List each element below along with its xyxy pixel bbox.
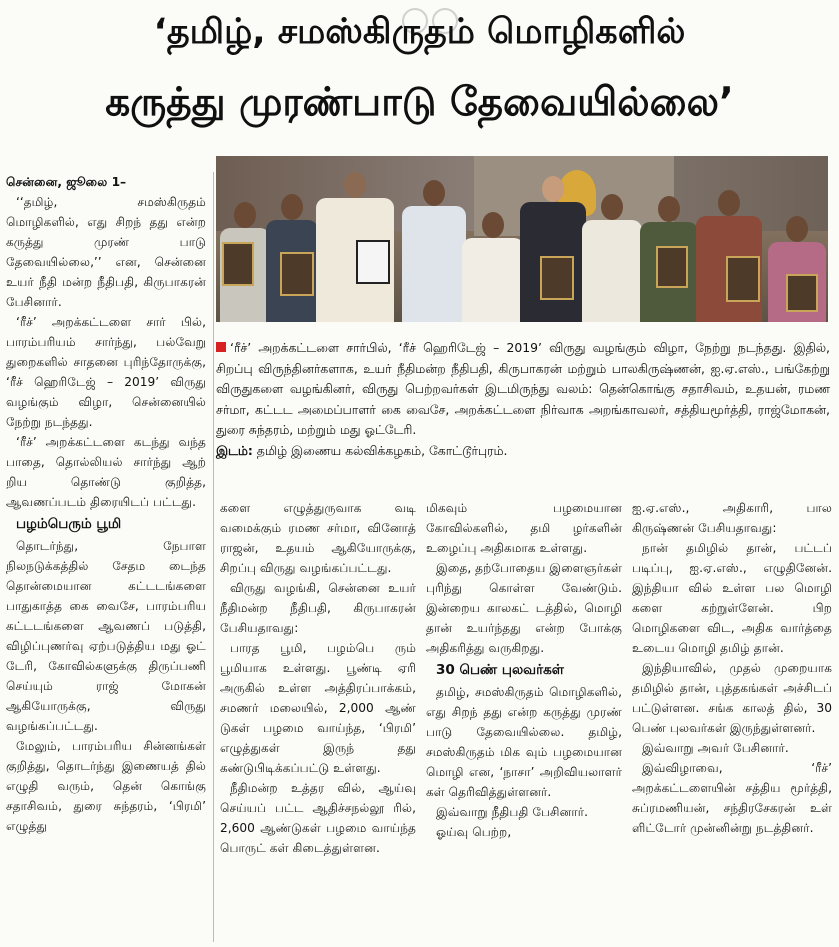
paragraph: இதை, தற்போதைய இளைஞர்கள் புரிந்து கொள்ள வேண்டும். இன்றைய காலகட் டத்தில், மொழி தான் உயர்ந்தது என்ற போக்கு அதிகரித்து வருகிறது. <box>426 561 622 655</box>
paragraph: இவ்விழாவை, ‘ரீச்’ அறக்கட்டளையின் சத்திய மூர்த்தி, சுப்ரமணியன், சந்திரசேகரன் உள் ளிட்டோர் முன்னின்று நடத்தினர். <box>632 761 832 835</box>
paragraph: பாரத பூமி, பழம்பெ ரும் பூமியாக உள்ளது. பூண்டி ஏரி அருகில் உள்ள அத்திரப்பாக்கம், சமணர் மலையில், 2,000 ஆண் டுகள் பழமை வாய்ந்த, ‘பிரமி’ எழுத்துகள் இருந் தது கண்டுபிடிக்கப்பட்டு உள்ளது. <box>220 641 416 775</box>
paragraph: விருது வழங்கி, சென்னை உயர் நீதிமன்ற நீதிபதி, கிருபாகரன் பேசியதாவது: <box>220 581 416 635</box>
event-photo <box>216 156 828 322</box>
subheading: பழம்பெரும் பூமி <box>16 516 122 532</box>
award-plaque <box>656 246 688 288</box>
photo-person <box>582 194 642 322</box>
paragraph: தமிழ், சமஸ்கிருதம் மொழிகளில், எது சிறந் தது என்ற கருத்து முரண் பாடு தேவையில்லை. தமிழ், சமஸ்கிருதம் மிக வும் பழமையான மொழி என, ‘நாசா’ அறிவியலாளர் கள் தெரிவித்துள்ளனர். <box>426 685 622 799</box>
column-divider <box>213 172 214 942</box>
paragraph: மேலும், பாரம்பரிய சின்னங்கள் குறித்து, தொடர்ந்து இணையத் தில் எழுதி வரும், தென் கொங்கு சதாசிவம், துரை சுந்தரம், ‘பிரமி’ எழுத்து <box>6 739 206 833</box>
paragraph: இவ்வாறு நீதிபதி பேசினார். <box>436 805 589 819</box>
award-plaque <box>540 256 574 300</box>
photo-caption <box>216 338 830 461</box>
paragraph: ஓய்வு பெற்ற, <box>436 825 512 839</box>
award-plaque <box>786 274 818 312</box>
paragraph: மிகவும் பழமையான கோவில்களில், தமி ழர்களின் உழைப்பு அதிகமாக உள்ளது. <box>426 501 622 555</box>
article-column-4 <box>632 498 832 838</box>
caption-text: ‘ரீச்’ அறக்கட்டளை சார்பில், ‘ரீச் ஹெரிடேஜ் – 2019’ விருது வழங்கும் விழா, நேற்று நடந்தது. இதில், சிறப்பு விருந்தினர்களாக, உயர் நீதிமன்ற நீதிபதி, கிருபாகரன் மற்றும் பாலகிருஷ்ணன், ஐ.ஏ.எஸ்., பங்கேற்று விருதுகளை வழங்கினர், விருது பெற்றவர்கள் இடமிருந்து வலம்: தென்கொங்கு சதாசிவம், உதயன், ரமண சர்மா, கட்டட அமைப்பாளர் கை வைசே, அறக்கட்டளை நிர்வாக அறங்காவலர், சத்தியமூர்த்தி, ராஜ்மோகன், துரை சுந்தரம், மற்றும் மது ஓட்டேரி. <box>216 340 830 437</box>
headline-line-2: கருத்து முரண்பாடு தேவையில்லை’ <box>105 80 734 125</box>
paragraph: நீதிமன்ற உத்தர வில், ஆய்வு செய்யப் பட்ட ஆதிச்சநல்லூ ரில், 2,600 ஆண்டுகள் பழமை வாய்ந்த பொருட் கள் கிடைத்துள்ளன. <box>220 781 416 855</box>
award-plaque <box>222 242 254 286</box>
photo-person <box>462 212 524 322</box>
photo-person <box>402 180 466 322</box>
subheading: 30 பெண் புலவர்கள் <box>436 662 564 678</box>
award-plaque <box>280 252 314 296</box>
award-plaque <box>726 256 760 302</box>
paragraph: ஐ.ஏ.எஸ்., அதிகாரி, பால கிருஷ்ணன் பேசியதாவது: <box>632 501 832 535</box>
award-plaque <box>356 240 390 284</box>
headline-line-1: ‘தமிழ், சமஸ்கிருதம் மொழிகளில் <box>153 12 686 52</box>
article-column-2 <box>220 498 416 858</box>
bullet-square-icon <box>216 342 226 352</box>
paragraph: இவ்வாறு அவர் பேசினார். <box>642 741 789 755</box>
paragraph: தொடர்ந்து, நேபாள நிலநடுக்கத்தில் சேதம டைந்த தொன்மையான கட்டடங்களை பாதுகாத்த கை வைசே, பாரம்பரிய கட்டடங்களை ஆவணப் படுத்தி, விழிப்புணர்வு ஏற்படுத்திய மது ஓட் டேரி, கோவில்களுக்கு திருப்பணி செய்யும் ராஜ் மோகன் ஆகியோருக்கு, விருது வழங்கப்பட்டது. <box>6 539 206 733</box>
paragraph: ‘‘தமிழ், சமஸ்கிருதம் மொழிகளில், எது சிறந் தது என்ற கருத்து முரண் பாடு தேவையில்லை,’’ என, சென்னை உயர் நீதி மன்ற நீதிபதி, கிருபாகரன் பேசினார். <box>6 195 206 309</box>
paragraph: ‘ரீச்’ அறக்கட்டளை சார் பில், பாரம்பரியம் சார்ந்து, பல்வேறு துறைகளில் சாதனை புரிந்தோருக்கு, ‘ரீச் ஹெரிடேஜ் – 2019’ விருது வழங்கும் விழா, சென்னையில் நேற்று நடந்தது. <box>6 315 206 429</box>
paragraph: இந்தியாவில், முதல் முறையாக தமிழில் தான், புத்தகங்கள் அச்சிடப் பட்டுள்ளன. சங்க காலத் தில், 30 பெண் புலவர்கள் இருந்துள்ளனர். <box>632 661 832 735</box>
paragraph: நான் தமிழில் தான், பட்டப் படிப்பு, ஐ.ஏ.எஸ்., எழுதினேன். இந்தியா வில் உள்ள பல மொழி களை கற்றுள்ளேன். பிற மொழிகளை விட, அதிக வார்த்தை உடைய மொழி தமிழ் தான். <box>632 541 832 655</box>
venue-text: தமிழ் இணைய கல்விக்கழகம், கோட்டூர்புரம். <box>256 442 508 458</box>
photo-person <box>520 176 586 322</box>
article-column-3 <box>426 498 622 842</box>
article-column-1 <box>6 172 206 836</box>
paragraph: ‘ரீச்’ அறக்கட்டளை கடந்து வந்த பாதை, தொல்லியல் சார்ந்து ஆற் றிய தொண்டு குறித்த, ஆவணப்படம் திரையிடப் பட்டது. <box>6 435 206 509</box>
paragraph: களை எழுத்துருவாக வடி வமைக்கும் ரமண சர்மா, வினோத் ராஜன், உதயம் ஆகியோருக்கு, சிறப்பு விருது வழங்கப்பட்டது. <box>220 501 416 575</box>
venue-label: இடம்: <box>216 442 253 458</box>
dateline: சென்னை, ஜூலை 1– <box>6 175 127 189</box>
